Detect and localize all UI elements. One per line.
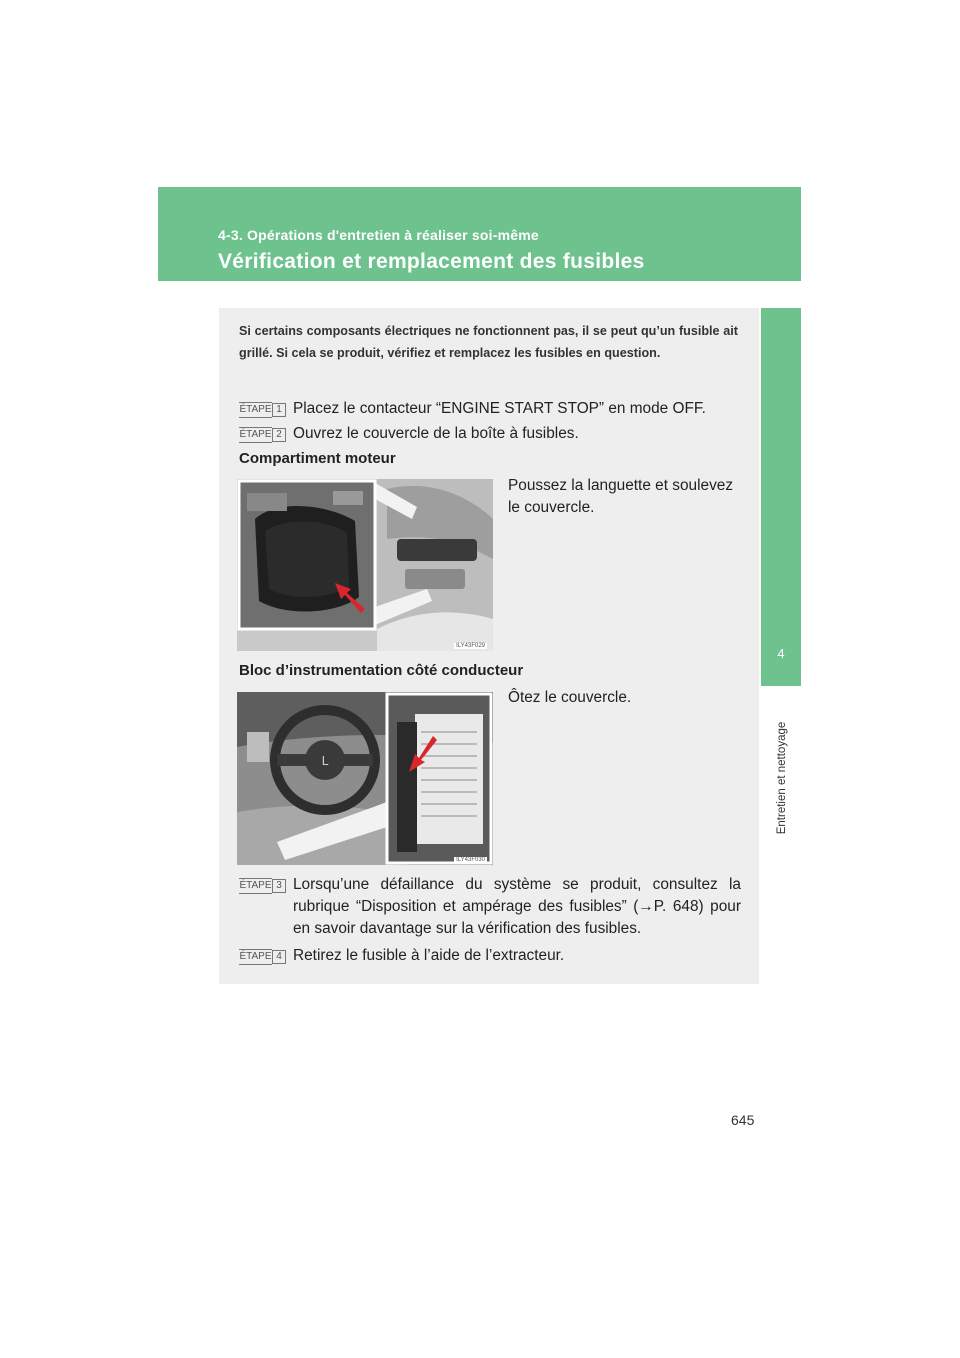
dashboard-heading: Bloc d’instrumentation côté conducteur — [239, 662, 524, 679]
engine-compartment-heading: Compartiment moteur — [239, 450, 396, 467]
dashboard-illustration — [237, 692, 493, 865]
step-badge-prefix: ÉTAPE — [239, 949, 272, 965]
step-badge-number: 4 — [272, 950, 286, 964]
step-4-text: Retirez le fusible à l’aide de l’extracteur. — [293, 947, 565, 964]
chapter-number: 4 — [777, 646, 785, 661]
step-badge-number: 2 — [272, 428, 286, 442]
step-badge-prefix: ÉTAPE — [239, 427, 272, 443]
step-2-text: Ouvrez le couvercle de la boîte à fusibles. — [293, 425, 579, 442]
dashboard-caption: Ôtez le couvercle. — [508, 689, 632, 706]
svg-text:L: L — [321, 754, 329, 768]
section-label: 4-3. Opérations d'entretien à réaliser soi-même — [218, 227, 539, 243]
step-1-text: Placez le contacteur “ENGINE START STOP” en mode OFF. — [293, 400, 706, 417]
chapter-side-label-container — [762, 688, 802, 868]
step-badge-4 — [239, 949, 289, 963]
engine-compartment-illustration — [237, 479, 493, 651]
engine-compartment-photo — [237, 479, 493, 651]
step-badge-prefix: ÉTAPE — [239, 878, 272, 894]
step-badge-prefix: ÉTAPE — [239, 402, 272, 418]
engine-compartment-caption: Poussez la languette et soulevez le couvercle. — [508, 477, 734, 516]
step-badge-3 — [239, 878, 289, 892]
step-badge-1 — [239, 402, 289, 416]
page-title: Vérification et remplacement des fusibles — [218, 250, 645, 273]
step-badge-number: 1 — [272, 403, 286, 417]
page-number: 645 — [731, 1112, 755, 1128]
step-3-text: Lorsqu’une défaillance du système se produit, consultez la rubrique “Disposition et ampérage des fusibles” (→P. 648) pour en savoir davantage sur la vérification des fusibles. — [293, 876, 741, 937]
step-badge-2 — [239, 427, 289, 441]
step-badge-number: 3 — [272, 879, 286, 893]
chapter-side-tab[interactable] — [761, 308, 801, 686]
chapter-side-label: Entretien et nettoyage — [776, 721, 788, 835]
dashboard-photo — [237, 692, 493, 865]
engine-photo-id: ILY43F029 — [456, 643, 485, 649]
dashboard-photo-id: ILY43F030 — [456, 857, 485, 863]
intro-paragraph: Si certains composants électriques ne fonctionnent pas, il se peut qu’un fusible ait grillé. Si cela se produit, vérifiez et remplacez les fusibles en question. — [239, 324, 738, 360]
